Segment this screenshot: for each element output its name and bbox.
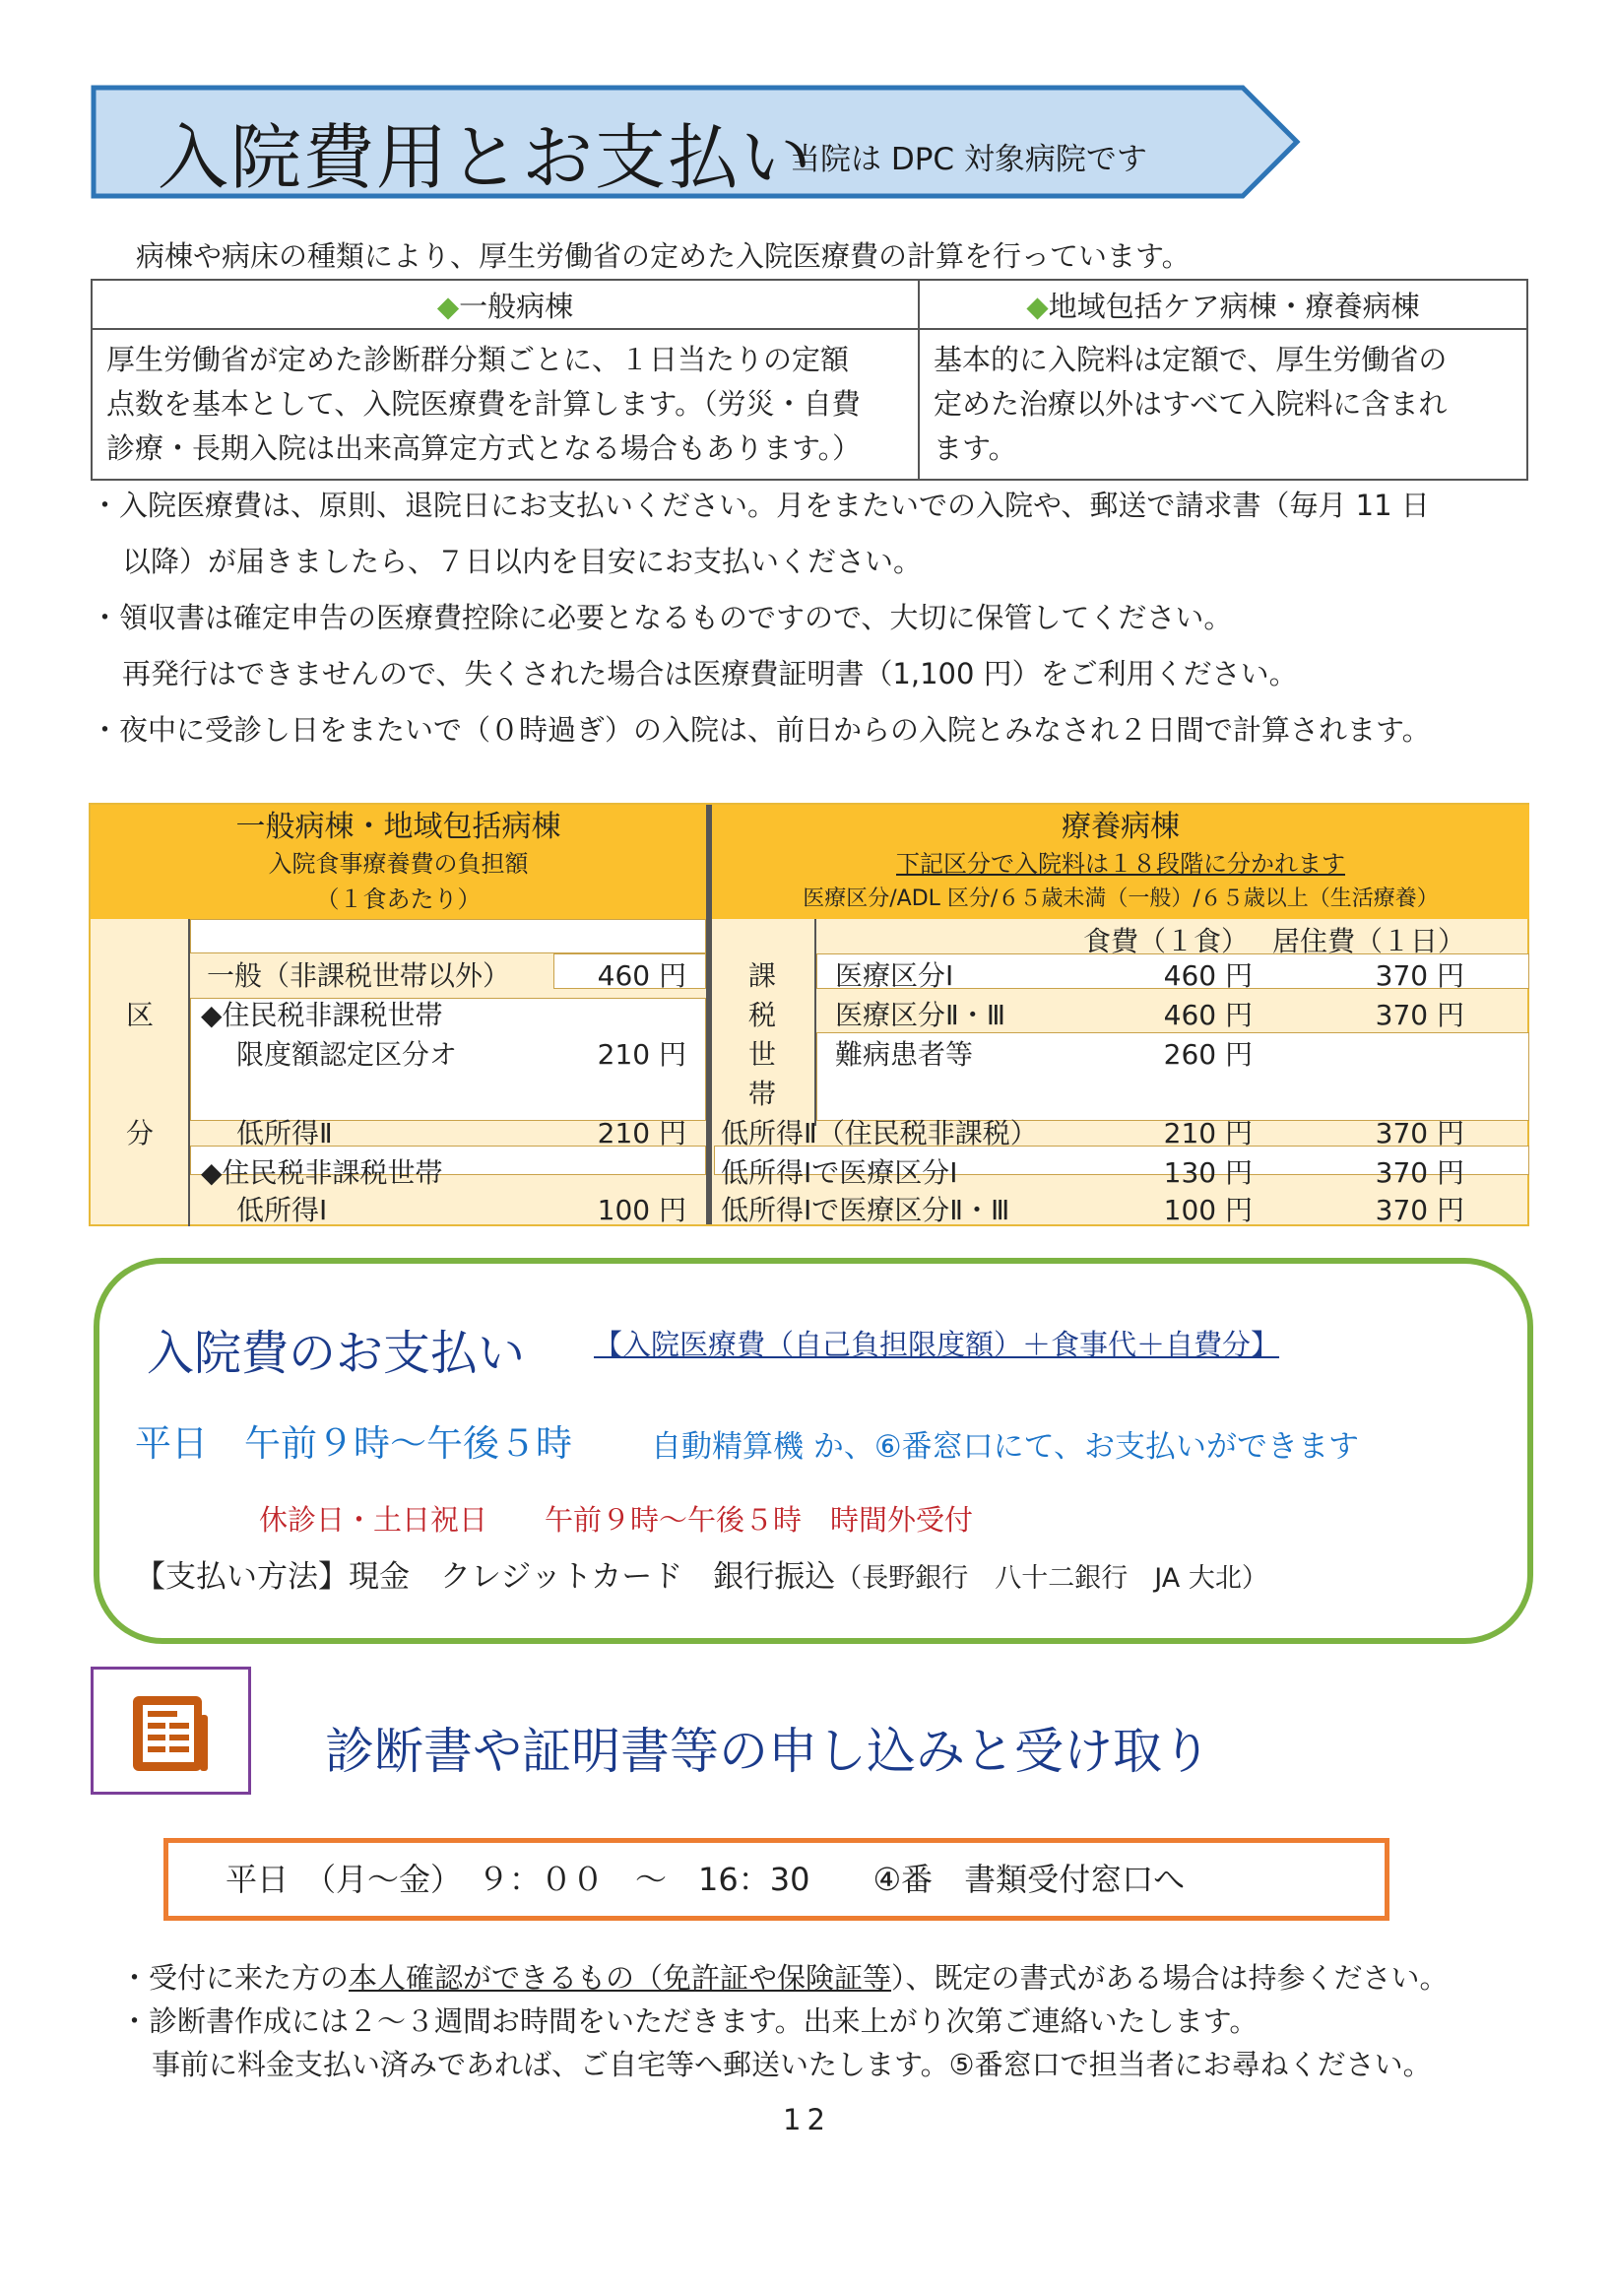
- ward-header-general: ◆一般病棟: [92, 280, 919, 329]
- table-row-label: 限度額認定区分オ: [236, 1038, 458, 1071]
- payment-title: 入院費のお支払い: [147, 1326, 526, 1381]
- table-row-label: 一般（非課税世帯以外）: [207, 959, 511, 992]
- document-desk-hours: 平日 （月～金） ９：００ ～ 16：30 ④番 書類受付窓口へ: [163, 1838, 1389, 1921]
- table-row-label: ◆住民税非課税世帯: [201, 1156, 443, 1189]
- list-item: 事前に料金支払い済みであれば、ご自宅等へ郵送いたします。⑤番窓口で担当者にお尋ねください。: [152, 2048, 1432, 2081]
- payment-formula: 【入院医療費（自己負担限度額）＋食事代＋自費分】: [594, 1328, 1280, 1361]
- table-row-price: 460 円: [597, 959, 686, 992]
- kubun-label: 分: [126, 1117, 155, 1149]
- meal-cost-table: [89, 803, 1529, 1226]
- list-item: ・夜中に受診し日をまたいで（０時過ぎ）の入院は、前日からの入院とみなされ２日間で計算されます。: [91, 713, 1431, 747]
- table-row-price: 460 円: [1163, 959, 1253, 992]
- column-header-residence: 居住費（１日）: [1272, 925, 1466, 957]
- table-row-label: 医療区分Ⅰ: [835, 959, 954, 992]
- table-row-price: 100 円: [597, 1194, 686, 1226]
- table-row-label: 低所得Ⅰで医療区分Ⅰ: [721, 1156, 958, 1189]
- table-row-price: 370 円: [1375, 959, 1464, 992]
- document-icon: [94, 1670, 248, 1792]
- table-row-price: 370 円: [1375, 1194, 1464, 1226]
- document-notes: [120, 1956, 1449, 2086]
- kubun-label: 区: [126, 999, 155, 1031]
- table-row-price: 210 円: [597, 1117, 686, 1149]
- document-icon-frame: [91, 1667, 251, 1795]
- table-row-price: 210 円: [1163, 1117, 1253, 1149]
- taxed-label: 課: [748, 959, 777, 992]
- table-divider: [706, 805, 712, 1224]
- table-row-label: 低所得Ⅱ: [236, 1117, 333, 1149]
- page-header-banner: [91, 85, 1302, 199]
- taxed-label: 税: [748, 999, 777, 1031]
- table-row-price: 370 円: [1375, 999, 1464, 1031]
- column-header-food: 食費（１食）: [1083, 925, 1250, 957]
- table-row-label: 医療区分Ⅱ・Ⅲ: [835, 999, 1006, 1031]
- table-row-price: 370 円: [1375, 1156, 1464, 1189]
- meal-table-left-header: 一般病棟・地域包括病棟 入院食事療養費の負担額 （１食あたり）: [91, 805, 706, 919]
- ward-type-table: [91, 279, 1528, 481]
- ward-header-community-care: ◆地域包括ケア病棟・療養病棟: [919, 280, 1527, 329]
- list-item: ・入院医療費は、原則、退院日にお支払いください。月をまたいでの入院や、郵送で請求書（毎月 11 日: [91, 489, 1430, 522]
- diamond-icon: ◆: [1026, 289, 1049, 323]
- payment-methods: 【支払い方法】現金 クレジットカード 銀行振込（長野銀行 八十二銀行 JA 大北）: [135, 1559, 1268, 1595]
- page-subtitle: 当院は DPC 対象病院です: [790, 142, 1147, 177]
- table-row-price: 210 円: [597, 1038, 686, 1071]
- table-cell: [190, 919, 706, 953]
- table-row-price: 100 円: [1163, 1194, 1253, 1226]
- payment-holiday-hours: 休診日・土日祝日 午前９時～午後５時 時間外受付: [259, 1503, 974, 1537]
- diamond-icon: ◆: [436, 289, 460, 323]
- table-row-label: 低所得Ⅱ（住民税非課税）: [721, 1117, 1038, 1149]
- intro-text: 病棟や病床の種類により、厚生労働省の定めた入院医療費の計算を行っています。: [136, 239, 1191, 273]
- table-row-label: ◆住民税非課税世帯: [201, 999, 443, 1031]
- ward-desc-general: 厚生労働省が定めた診断群分類ごとに、１日当たりの定額 点数を基本として、入院医療費を計算します。（労災・自費 診療・長期入院は出来高算定方式となる場合もあります。）: [92, 329, 919, 480]
- list-item: 以降）が届きましたら、７日以内を目安にお支払いください。: [122, 545, 923, 578]
- list-item: ・診断書作成には２～３週間お時間をいただきます。出来上がり次第ご連絡いたします。: [120, 2004, 1259, 2038]
- payment-weekday-hours: 平日 午前９時～午後５時: [135, 1422, 572, 1465]
- table-row-label: 低所得Ⅰで医療区分Ⅱ・Ⅲ: [721, 1194, 1010, 1226]
- payment-weekday-location: 自動精算機 か、⑥番窓口にて、お支払いができます: [651, 1429, 1360, 1465]
- meal-table-right-header: 療養病棟 下記区分で入院料は１８段階に分かれます 医療区分/ADL 区分/６５歳未満（一般）/６５歳以上（生活療養）: [712, 805, 1529, 919]
- payment-info-box: [94, 1258, 1533, 1644]
- table-row-price: 260 円: [1163, 1038, 1253, 1071]
- taxed-label: 世: [748, 1038, 777, 1071]
- taxed-label: 帯: [748, 1078, 777, 1110]
- table-row-label: 低所得Ⅰ: [236, 1194, 328, 1226]
- table-row-label: 難病患者等: [835, 1038, 974, 1071]
- table-row-price: 460 円: [1163, 999, 1253, 1031]
- ward-desc-community-care: 基本的に入院料は定額で、厚生労働省の 定めた治療以外はすべて入院料に含まれ ます。: [919, 329, 1527, 480]
- table-row-price: 130 円: [1163, 1156, 1253, 1189]
- billing-notes: [91, 478, 1538, 758]
- page-title: 入院費用とお支払い: [158, 116, 814, 199]
- page-number: 12: [783, 2103, 831, 2136]
- documents-section-title: 診断書や証明書等の申し込みと受け取り: [325, 1723, 1211, 1780]
- table-row-price: 370 円: [1375, 1117, 1464, 1149]
- list-item: 再発行はできませんので、失くされた場合は医療費証明書（1,100 円）をご利用ください。: [122, 657, 1298, 690]
- list-item: ・領収書は確定申告の医療費控除に必要となるものですので、大切に保管してください。: [91, 601, 1233, 634]
- list-item: ・受付に来た方の本人確認ができるもの（免許証や保険証等）、既定の書式がある場合は持参ください。: [120, 1961, 1449, 1995]
